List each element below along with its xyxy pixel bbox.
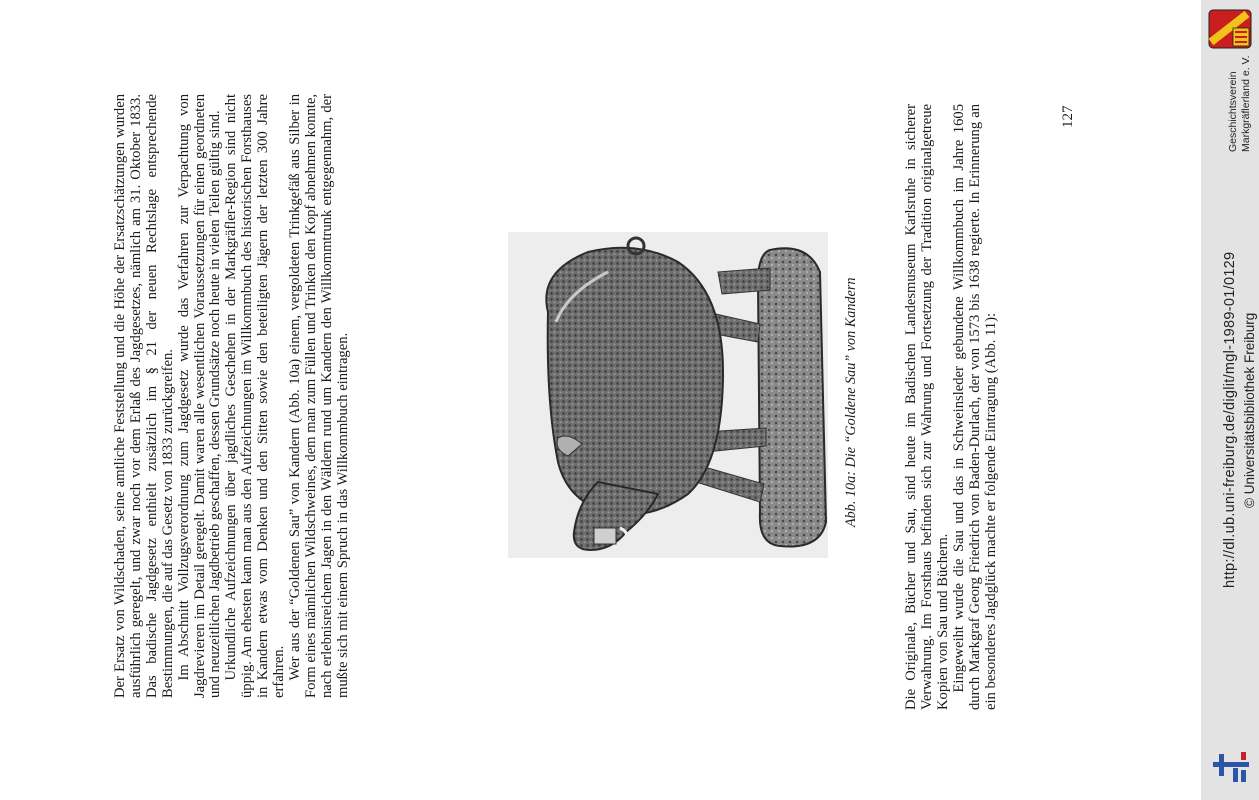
boar-drinking-vessel-illustration: [508, 232, 828, 558]
copyright-notice: © Universitätsbibliothek Freiburg: [1242, 312, 1257, 508]
university-library-logo-icon: [1211, 744, 1253, 786]
text-column-bottom: [904, 104, 999, 710]
paragraph: Wer aus der “Goldenen Sau” von Kandern (Abb. 10a) einem, vergoldeten Trinkgefäß aus Silber in Form eines männlichen Wildschweines, dem man zum Füllen und Trinken den Kopf abnehmen konnte, nach erlebnisreichem Jagen in den Wäldern rund um Kandern den Willkommtrunk entgegennahm, der mußte sich mit einem Spruch in das Willkommbuch eintragen.: [286, 94, 351, 698]
page-number: [1060, 100, 1090, 130]
coat-of-arms-icon: [1207, 8, 1253, 50]
page-number-text: 127: [1060, 105, 1076, 128]
text-column-top: [113, 94, 352, 698]
paragraph: Der Ersatz von Wildschaden, seine amtliche Feststellung und die Höhe der Ersatzschätzungen wurden ausführlich geregelt, und zwar noch vor dem Erlaß des Jagdgesetzes, nämlich am 31. Oktober 1833. Das badische Jagdgesetz enthielt zusätzlich im § 21 der neuen Rechtslage entsprechende Bestimmungen, die auf das Gesetz von 1833 zurückgreifen.: [112, 94, 176, 698]
source-url-link[interactable]: http://dl.ub.uni-freiburg.de/diglit/mgl-1989-01/0129: [1222, 251, 1238, 588]
paragraph: Eingeweiht wurde die Sau und das in Schweinsleder gebundene Willkommbuch im Jahre 1605 durch Markgraf Georg Friedrich von Baden-Durlach, der von 1573 bis 1638 regierte. In Erinnerung an ein besonderes Jagdglück machte er folgende Eintragung (Abb. 11):: [950, 104, 999, 710]
society-name-line1: Geschichtsverein: [1227, 71, 1239, 152]
paragraph: Im Abschnitt Vollzugsverordnung zum Jagdgesetz wurde das Verfahren zur Verpachtung von Jagdrevieren im Detail geregelt. Damit waren alle wesentlichen Voraussetzungen für einen geordneten und neuzeitlichen Jagdbetrieb geschaffen, dessen Grundsätze noch heute in vielen Teilen gültig sind.: [175, 94, 224, 698]
figure-caption-text: Abb. 10a: Die “Goldene Sau” von Kandern: [843, 277, 859, 527]
paragraph: Die Originale, Bücher und Sau, sind heute im Badischen Landesmuseum Karlsruhe in sicherer Verwahrung. Im Forsthaus befinden sich zur Wahrung und Fortsetzung der Tradition originalgetreue Kopien von Sau und Büchern.: [903, 104, 951, 710]
figure-caption: [843, 230, 863, 550]
society-name-line2: Markgräflerland e. V.: [1240, 55, 1252, 152]
paragraph: Urkundliche Aufzeichnungen über jagdliches Geschehen in der Markgräfler-Region sind nicht üppig. Am ehesten kann man aus den Aufzeichnungen im Willkommbuch des historischen Forsthauses in Kandern etwas vom Denken und den Sitten sowie den beteiligten Jägern der letzten 300 Jahre erfahren.: [223, 94, 288, 698]
golden-sow-figure: [508, 232, 828, 558]
